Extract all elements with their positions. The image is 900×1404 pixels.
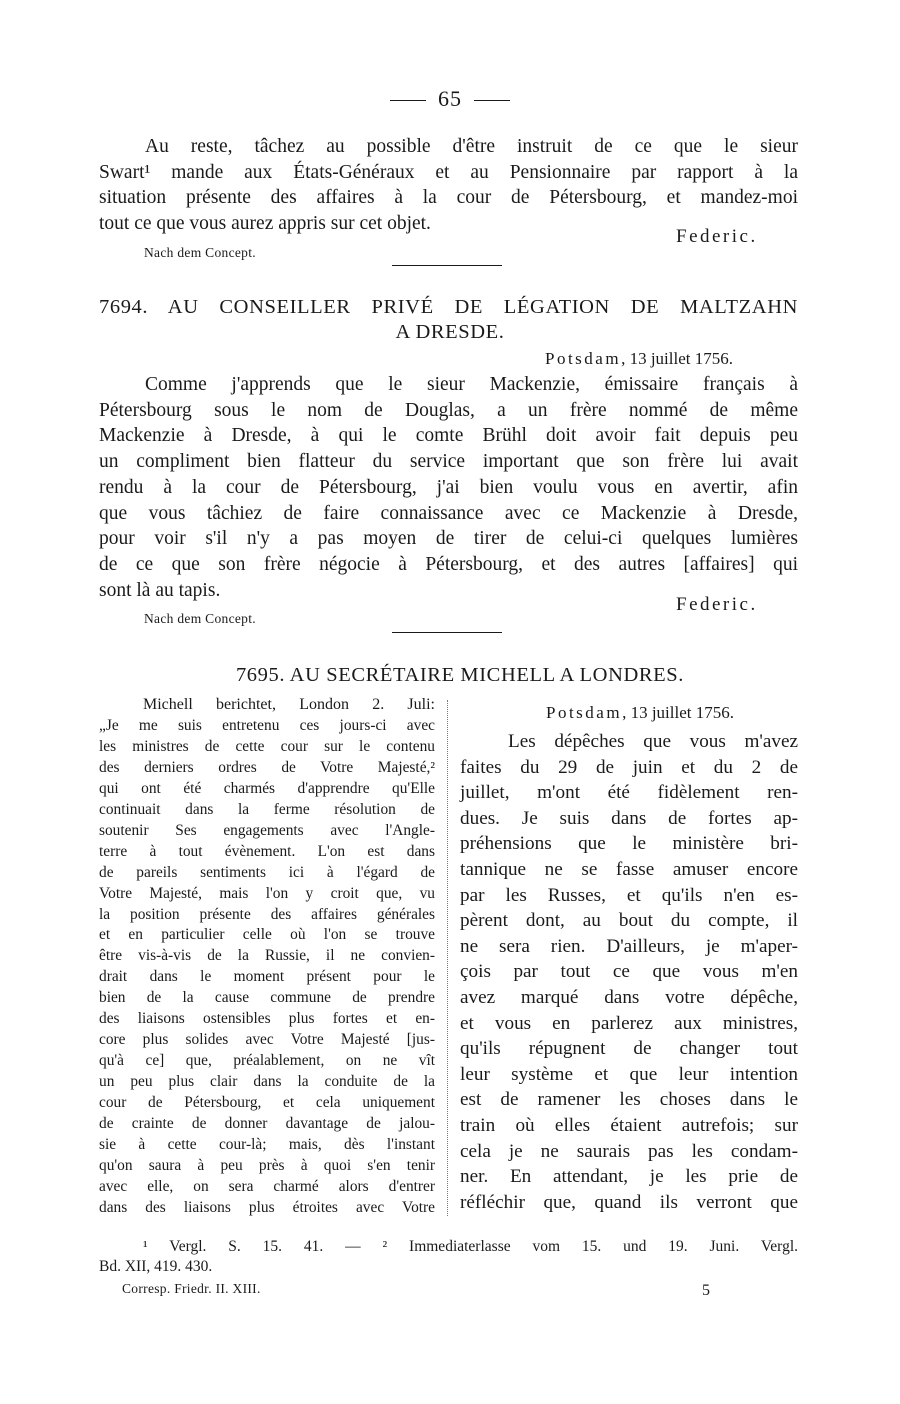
footnote-line: ¹ Vergl. S. 15. 41. — ² Immediaterlasse vom 15. und 19. Juni. Vergl. <box>143 1238 798 1255</box>
text-line: de ce que son frère négocie à Pétersbourg, et des autres [affaires] qui <box>99 553 798 575</box>
source-note: Nach dem Concept. <box>144 245 256 260</box>
text-line: que vous tâchiez de faire connaissance avec ce Mackenzie à Dresde, <box>99 502 798 524</box>
text-line: des derniers ordres de Votre Majesté,² <box>99 758 435 776</box>
text-line: Votre Majesté, mais l'on y croit que, vu <box>99 884 435 902</box>
text-line: cela je ne saurais pas les condam- <box>460 1140 798 1162</box>
section-divider <box>392 632 502 633</box>
text-line: avec elle, on sera charmé alors d'entrer <box>99 1177 435 1195</box>
text-line: Mackenzie à Dresde, à qui le comte Brühl doit avoir fait depuis peu <box>99 425 798 447</box>
text-line: qu'ils répugnent de changer tout <box>460 1038 798 1060</box>
text-line: qu'à ce] que, préalablement, on ne vît <box>99 1052 435 1070</box>
text-line: faites du 29 de juin et du 2 de <box>460 756 798 778</box>
text-line: core plus solides avec Votre Majesté [jus- <box>99 1031 435 1049</box>
text-line: sont là au tapis. <box>99 579 221 601</box>
text-line: leur système et que leur intention <box>460 1063 798 1085</box>
text-line: situation présente des affaires à la cour de Pétersbourg, et mandez-moi <box>99 187 798 209</box>
text-line: un compliment bien flatteur du service important que son frère lui avait <box>99 451 798 473</box>
place-name: Potsdam <box>546 703 623 722</box>
text-line: pour voir s'il n'y a pas moyen de tirer de celui-ci quelques lumières <box>99 528 798 550</box>
text-line: rendu à la cour de Pétersbourg, j'ai bien voulu vous en avertir, afin <box>99 476 798 498</box>
text-line: dans des liaisons plus étroites avec Votre <box>99 1198 435 1216</box>
text-line: dues. Je suis dans de fortes ap- <box>460 807 798 829</box>
text-line: bien de la cause commune de prendre <box>99 989 435 1007</box>
letter-7695-place-date <box>546 703 734 723</box>
letter-7694-body <box>99 372 798 603</box>
page-number: 65 <box>0 86 900 112</box>
place-name: Potsdam <box>545 349 622 368</box>
letter-7694-heading-line1: 7694. AU CONSEILLER PRIVÉ DE LÉGATION DE MALTZAHN <box>99 296 798 318</box>
text-line: les ministres de cette cour sur le contenu <box>99 737 435 755</box>
text-line: qu'on saura à peu près à quoi s'en tenir <box>99 1156 435 1174</box>
text-line: être vis-à-vis de la Russie, il ne convien- <box>99 947 435 965</box>
text-line: train où elles étaient autrefois; sur <box>460 1114 798 1136</box>
date: , 13 juillet 1756. <box>621 349 733 368</box>
letter-7695-report-column <box>99 695 435 1219</box>
text-line: Pétersbourg sous le nom de Douglas, a un frère nommé de même <box>99 399 798 421</box>
text-line: réfléchir que, quand ils verront que <box>460 1191 798 1213</box>
letter-7693-body <box>99 134 798 237</box>
text-line: un peu plus clair dans la conduite de la <box>99 1073 435 1091</box>
text-line: Michell berichtet, London 2. Juli: <box>143 696 435 713</box>
text-line: est de ramener les choses dans le <box>460 1089 798 1111</box>
column-divider <box>447 700 448 1216</box>
signature: Federic. <box>676 226 758 247</box>
text-line: continuait dans la ferme résolution de <box>99 800 435 818</box>
text-line: avez marqué dans votre dépêche, <box>460 986 798 1008</box>
letter-7695-reply-column <box>460 729 798 1215</box>
letter-7694-heading-line2: A DRESDE. <box>395 321 505 343</box>
date: , 13 juillet 1756. <box>622 703 734 722</box>
text-line: tout ce que vous aurez appris sur cet objet. <box>99 213 431 235</box>
text-line: Les dépêches que vous m'avez <box>508 731 798 752</box>
section-divider <box>392 265 502 266</box>
letter-7694-place-date <box>545 349 733 369</box>
text-line: et en particulier celle où l'on se trouve <box>99 926 435 944</box>
footnote-line: Bd. XII, 419. 430. <box>99 1258 213 1275</box>
text-line: Au reste, tâchez au possible d'être instruit de ce que le sieur <box>145 136 798 157</box>
letter-7695-heading: 7695. AU SECRÉTAIRE MICHELL A LONDRES. <box>235 664 685 686</box>
text-line: cour de Pétersbourg, et cela uniquement <box>99 1094 435 1112</box>
source-note: Nach dem Concept. <box>144 611 256 626</box>
signature: Federic. <box>676 594 758 615</box>
text-line: tannique ne se fasse amuser encore <box>460 858 798 880</box>
text-line: terre à tout évènement. L'on est dans <box>99 842 435 860</box>
text-line: ner. En attendant, je les prie de <box>460 1166 798 1188</box>
gathering-signature-mark: 5 <box>702 1282 710 1299</box>
text-line: sie à cette cour-là; mais, dès l'instant <box>99 1136 435 1154</box>
text-line: qui ont été charmés d'apprendre qu'Elle <box>99 779 435 797</box>
text-line: de pareils sentiments ici à l'égard de <box>99 863 435 881</box>
text-line: la position présente des affaires générales <box>99 905 435 923</box>
text-line: Comme j'apprends que le sieur Mackenzie, émissaire français à <box>145 374 798 395</box>
text-line: juillet, m'ont été fidèlement ren- <box>460 782 798 804</box>
text-line: et vous en parlerez aux ministres, <box>460 1012 798 1034</box>
series-title: Corresp. Friedr. II. XIII. <box>122 1281 261 1296</box>
text-line: des liaisons ostensibles plus fortes et en- <box>99 1010 435 1028</box>
text-line: préhensions que le ministère bri- <box>460 833 798 855</box>
text-line: pèrent dont, au bout du compte, il <box>460 910 798 932</box>
text-line: drait dans le moment présent pour le <box>99 968 435 986</box>
text-line: Swart¹ mande aux États-Généraux et au Pensionnaire par rapport à la <box>99 161 798 183</box>
text-line: ne sera rien. D'ailleurs, je m'aper- <box>460 935 798 957</box>
text-line: „Je me suis entretenu ces jours-ci avec <box>99 716 435 734</box>
text-line: çois par tout ce que vous m'en <box>460 961 798 983</box>
text-line: par les Russes, et qu'ils n'en es- <box>460 884 798 906</box>
text-line: soutenir Ses engagements avec l'Angle- <box>99 821 435 839</box>
text-line: de crainte de donner davantage de jalou- <box>99 1115 435 1133</box>
footnotes <box>99 1237 798 1277</box>
